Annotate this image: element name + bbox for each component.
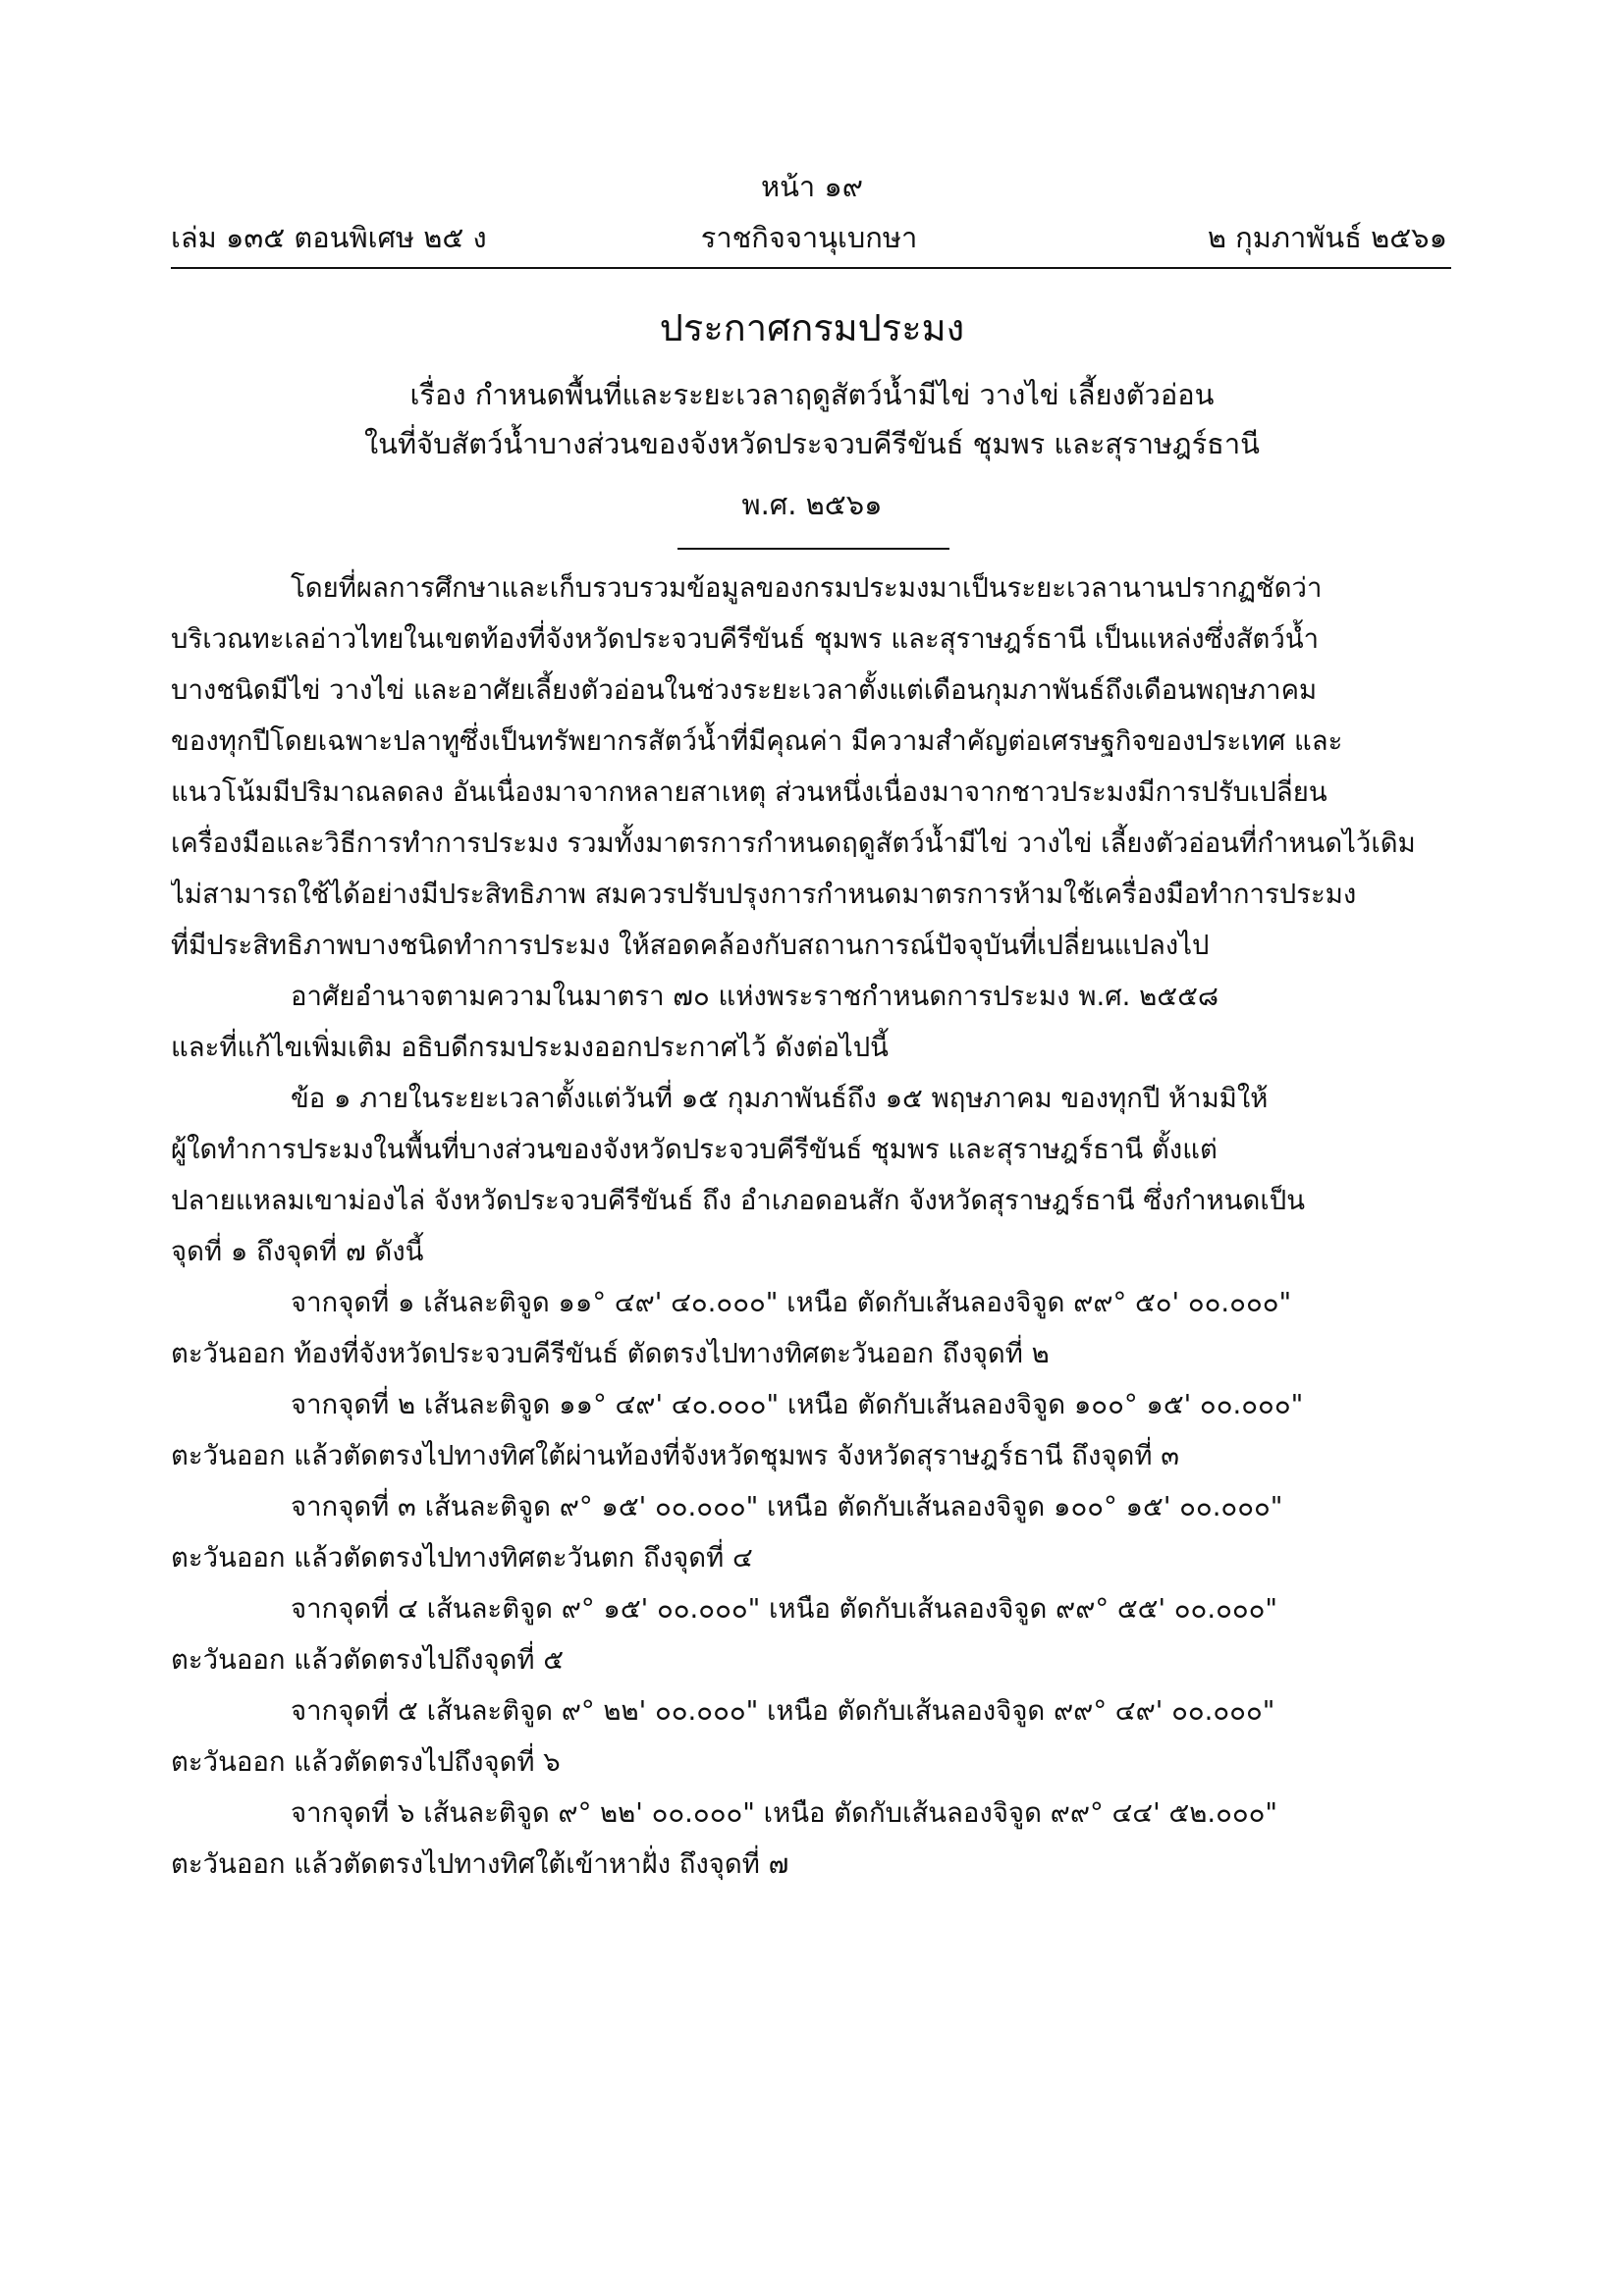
- body-line: บางชนิดมีไข่ วางไข่ และอาศัยเลี้ยงตัวอ่อนในช่วงระยะเวลาตั้งแต่เดือนกุมภาพันธ์ถึงเดือนพฤษภาคม: [171, 674, 1318, 706]
- body-line: ผู้ใดทำการประมงในพื้นที่บางส่วนของจังหวัดประจวบคีรีขันธ์ ชุมพร และสุราษฎร์ธานี ตั้งแต่: [171, 1134, 1218, 1165]
- body-line: จากจุดที่ ๔ เส้นละติจูด ๙° ๑๕' ๐๐.๐๐๐" เหนือ ตัดกับเส้นลองจิจูด ๙๙° ๕๕' ๐๐.๐๐๐": [291, 1593, 1278, 1625]
- body-line: จากจุดที่ ๓ เส้นละติจูด ๙° ๑๕' ๐๐.๐๐๐" เหนือ ตัดกับเส้นลองจิจูด ๑๐๐° ๑๕' ๐๐.๐๐๐": [291, 1491, 1283, 1522]
- body-line: ตะวันออก แล้วตัดตรงไปทางทิศตะวันตก ถึงจุดที่ ๔: [171, 1542, 753, 1574]
- gazette-header: [171, 218, 1447, 261]
- body-line: ข้อ ๑ ภายในระยะเวลาตั้งแต่วันที่ ๑๕ กุมภาพันธ์ถึง ๑๕ พฤษภาคม ของทุกปี ห้ามมิให้: [291, 1083, 1269, 1114]
- announcement-year: พ.ศ. ๒๕๖๑: [741, 488, 883, 521]
- body-line: ของทุกปีโดยเฉพาะปลาทูซึ่งเป็นทรัพยากรสัตว์น้ำที่มีคุณค่า มีความสำคัญต่อเศรษฐกิจของประเทศ และ: [171, 725, 1343, 757]
- gazette-name: ราชกิจจานุเบกษา: [700, 221, 918, 254]
- body-line: ตะวันออก แล้วตัดตรงไปทางทิศใต้เข้าหาฝั่ง ถึงจุดที่ ๗: [171, 1848, 789, 1880]
- body-line: อาศัยอำนาจตามความในมาตรา ๗๐ แห่งพระราชกำหนดการประมง พ.ศ. ๒๕๕๘: [291, 981, 1219, 1012]
- body-line: ปลายแหลมเขาม่องไล่ จังหวัดประจวบคีรีขันธ์ ถึง อำเภอดอนสัก จังหวัดสุราษฎร์ธานี ซึ่งกำหนดเป็น: [171, 1185, 1305, 1216]
- body-line: จากจุดที่ ๒ เส้นละติจูด ๑๑° ๔๙' ๔๐.๐๐๐" เหนือ ตัดกับเส้นลองจิจูด ๑๐๐° ๑๕' ๐๐.๐๐๐": [291, 1389, 1304, 1420]
- body-line: ตะวันออก แล้วตัดตรงไปถึงจุดที่ ๖: [171, 1746, 561, 1778]
- announcement-subject-line-2: ในที่จับสัตว์น้ำบางส่วนของจังหวัดประจวบคีรีขันธ์ ชุมพร และสุราษฎร์ธานี: [364, 427, 1260, 460]
- publication-date: ๒ กุมภาพันธ์ ๒๕๖๑: [1207, 221, 1447, 254]
- body-line: แนวโน้มมีปริมาณลดลง อันเนื่องมาจากหลายสาเหตุ ส่วนหนึ่งเนื่องมาจากชาวประมงมีการปรับเปลี่ยน: [171, 776, 1327, 808]
- body-line: จุดที่ ๑ ถึงจุดที่ ๗ ดังนี้: [171, 1236, 424, 1267]
- body-line: ตะวันออก แล้วตัดตรงไปถึงจุดที่ ๕: [171, 1644, 565, 1676]
- body-line: ตะวันออก ท้องที่จังหวัดประจวบคีรีขันธ์ ตัดตรงไปทางทิศตะวันออก ถึงจุดที่ ๒: [171, 1338, 1050, 1369]
- body-line: ที่มีประสิทธิภาพบางชนิดทำการประมง ให้สอดคล้องกับสถานการณ์ปัจจุบันที่เปลี่ยนแปลงไป: [171, 930, 1210, 961]
- body-line: ตะวันออก แล้วตัดตรงไปทางทิศใต้ผ่านท้องที่จังหวัดชุมพร จังหวัดสุราษฎร์ธานี ถึงจุดที่ ๓: [171, 1440, 1180, 1471]
- page-number: หน้า ๑๙: [760, 170, 864, 203]
- body-line: และที่แก้ไขเพิ่มเติม อธิบดีกรมประมงออกประกาศไว้ ดังต่อไปนี้: [171, 1032, 889, 1063]
- volume-issue: เล่ม ๑๓๕ ตอนพิเศษ ๒๕ ง: [171, 221, 487, 254]
- body-line: เครื่องมือและวิธีการทำการประมง รวมทั้งมาตรการกำหนดฤดูสัตว์น้ำมีไข่ วางไข่ เลี้ยงตัวอ่อนที่กำหนดไว้เดิม: [171, 828, 1416, 859]
- announcement-subject-line-1: เรื่อง กำหนดพื้นที่และระยะเวลาฤดูสัตว์น้ำมีไข่ วางไข่ เลี้ยงตัวอ่อน: [409, 378, 1215, 411]
- body-line: จากจุดที่ ๑ เส้นละติจูด ๑๑° ๔๙' ๔๐.๐๐๐" เหนือ ตัดกับเส้นลองจิจูด ๙๙° ๕๐' ๐๐.๐๐๐": [291, 1287, 1292, 1318]
- header-divider: [171, 267, 1451, 269]
- body-line: ไม่สามารถใช้ได้อย่างมีประสิทธิภาพ สมควรปรับปรุงการกำหนดมาตรการห้ามใช้เครื่องมือทำการประมง: [171, 879, 1357, 910]
- body-line: จากจุดที่ ๕ เส้นละติจูด ๙° ๒๒' ๐๐.๐๐๐" เหนือ ตัดกับเส้นลองจิจูด ๙๙° ๔๙' ๐๐.๐๐๐": [291, 1695, 1275, 1727]
- body-line: จากจุดที่ ๖ เส้นละติจูด ๙° ๒๒' ๐๐.๐๐๐" เหนือ ตัดกับเส้นลองจิจูด ๙๙° ๔๔' ๕๒.๐๐๐": [291, 1797, 1278, 1829]
- announcement-title: ประกาศกรมประมง: [659, 306, 965, 349]
- title-divider: [677, 548, 949, 550]
- body-line: บริเวณทะเลอ่าวไทยในเขตท้องที่จังหวัดประจวบคีรีขันธ์ ชุมพร และสุราษฎร์ธานี เป็นแหล่งซึ่งสัตว์น้ำ: [171, 623, 1320, 655]
- body-line: โดยที่ผลการศึกษาและเก็บรวบรวมข้อมูลของกรมประมงมาเป็นระยะเวลานานปรากฏชัดว่า: [291, 572, 1323, 604]
